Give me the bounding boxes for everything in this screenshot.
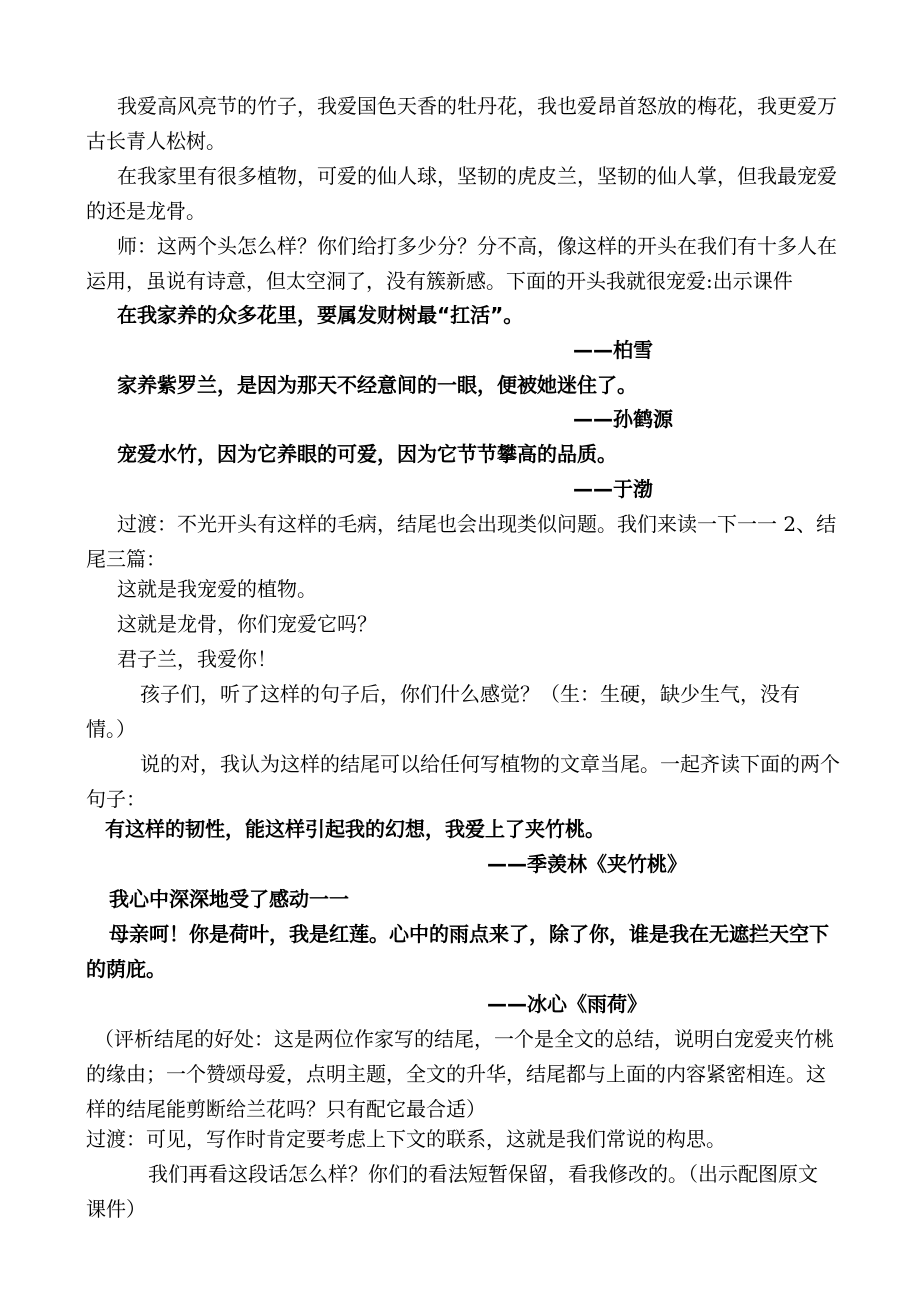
- quote-attribution: ——冰心《雨荷》: [487, 992, 647, 1016]
- text-line: 课件）: [86, 1197, 146, 1221]
- text-line: 样的结尾能剪断给兰花吗？只有配它最合适）: [86, 1097, 486, 1121]
- quote-line: 母亲呵！你是荷叶，我是红莲。心中的雨点来了，除了你，谁是我在无遮拦天空下: [109, 922, 829, 946]
- quote-attribution: ——孙鹤源: [573, 407, 673, 431]
- quote-attribution: ——于渤: [573, 477, 653, 501]
- text-line: 说的对，我认为这样的结尾可以给任何写植物的文章当尾。一起齐读下面的两个: [140, 752, 840, 776]
- text-line: 尾三篇：: [86, 547, 166, 571]
- quote-line: 在我家养的众多花里，要属发财树最“扛活”。: [117, 303, 524, 327]
- text-line: 的还是龙骨。: [86, 199, 206, 223]
- text-line: 过渡：不光开头有这样的毛病，结尾也会出现类似问题。我们来读一下一一 2、结: [117, 512, 837, 536]
- quote-attribution: ——柏雪: [573, 338, 653, 362]
- text-line: 句子：: [86, 787, 146, 811]
- text-line: 在我家里有很多植物，可爱的仙人球，坚韧的虎皮兰，坚韧的仙人掌，但我最宠爱: [117, 164, 837, 188]
- text-line: 孩子们，听了这样的句子后，你们什么感觉？（生：生硬，缺少生气，没有: [140, 682, 800, 706]
- text-line: （评析结尾的好处：这是两位作家写的结尾，一个是全文的总结，说明白宠爱夹竹桃: [94, 1027, 834, 1051]
- text-line: 这就是我宠爱的植物。: [117, 577, 317, 601]
- quote-line: 的荫庇。: [86, 957, 166, 981]
- text-line: 君子兰，我爱你！: [117, 647, 277, 671]
- quote-line: 家养紫罗兰，是因为那天不经意间的一眼，便被她迷住了。: [117, 373, 637, 397]
- text-line: 这就是龙骨，你们宠爱它吗？: [117, 612, 377, 636]
- text-line: 情。）: [86, 717, 136, 741]
- text-line: 运用，虽说有诗意，但太空洞了，没有簇新感。下面的开头我就很宠爱:出示课件: [86, 269, 793, 293]
- text-line: 古长青人松树。: [86, 129, 226, 153]
- text-line: 过渡：可见，写作时肯定要考虑上下文的联系，这就是我们常说的构思。: [86, 1127, 726, 1151]
- quote-line: 有这样的韧性，能这样引起我的幻想，我爱上了夹竹桃。: [105, 817, 605, 841]
- quote-line: 宠爱水竹，因为它养眼的可爱，因为它节节攀高的品质。: [117, 442, 617, 466]
- text-line: 的缘由；一个赞颂母爱，点明主题，全文的升华，结尾都与上面的内容紧密相连。这: [86, 1062, 826, 1086]
- quote-attribution: ——季羡林《夹竹桃》: [487, 852, 687, 876]
- text-line: 我们再看这段话怎么样？你们的看法短暂保留，看我修改的。（出示配图原文: [148, 1162, 818, 1186]
- quote-line: 我心中深深地受了感动一一: [109, 887, 349, 911]
- text-line: 师：这两个头怎么样？你们给打多少分？分不高，像这样的开头在我们有十多人在: [117, 234, 837, 258]
- text-line: 我爱高风亮节的竹子，我爱国色天香的牡丹花，我也爱昂首怒放的梅花，我更爱万: [117, 94, 837, 118]
